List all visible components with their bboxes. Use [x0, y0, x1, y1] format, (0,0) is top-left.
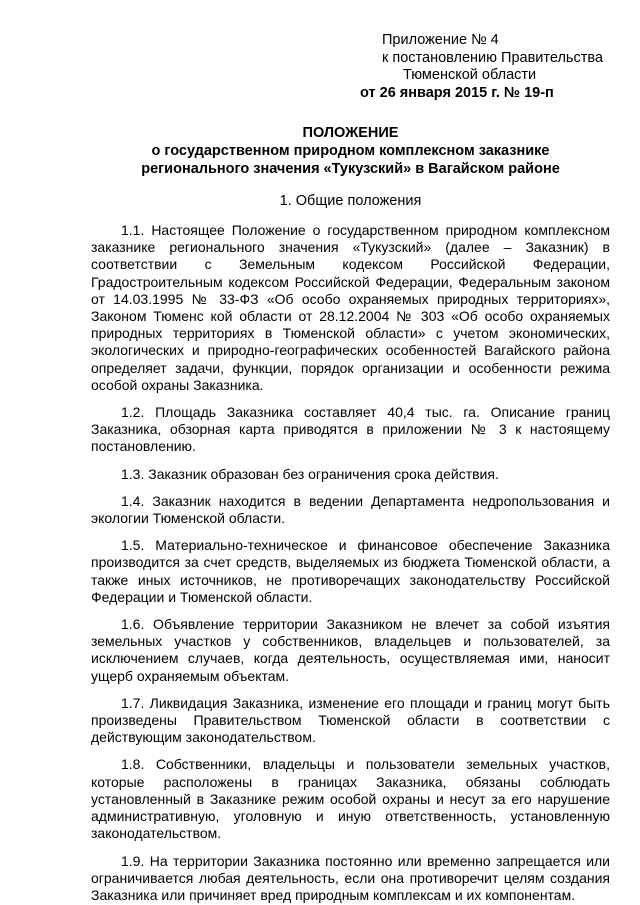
header-date: от 26 января 2015 г. № 19-п — [360, 84, 554, 101]
paragraph-1-3: 1.3. Заказник образован без ограничения срока действия. — [121, 465, 499, 482]
header-appendix: Приложение № 4 — [382, 32, 499, 48]
paragraph-1-1: 1.1. Настоящее Положение о государственном природном комплексном заказнике регионального значения «Тукузский» (далее – Заказник) в соответствии с Земельным кодексом Российской Федерации, Градостроительным кодексом Российской Федерации, Федеральным законом от 14.03.1995 № 33-ФЗ «Об особо охраняемых природных территориях», Законом Тюменс кой области от 28.12.2004 № 303 «Об особо охраняемых природных территориях в Тюменской области» с учетом экономических, экологических и природно-географических особенностей Вагайского района определяет задачи, функции, порядок организации и особенности режима особой охраны Заказника. — [91, 222, 610, 393]
paragraph-1-4: 1.4. Заказник находится в ведении Департамента недропользования и экологии Тюменской области. — [91, 492, 610, 527]
title-line-1: ПОЛОЖЕНИЕ — [302, 125, 399, 141]
paragraph-1-5: 1.5. Материально-техническое и финансовое обеспечение Заказника производится за счет средств, выделяемых из бюджета Тюменской области, а также иных источников, не противоречащих законодательству Российской Федерации и Тюменской области. — [91, 537, 610, 605]
header-region: Тюменской области — [403, 67, 537, 83]
document-title — [91, 124, 610, 178]
paragraph-1-6: 1.6. Объявление территории Заказником не влечет за собой изъятия земельных участков у собственников, владельцев и пользователей, за исключением случаев, когда деятельность, осуществляемая ими, наносит ущерб охраняемым объектам. — [91, 616, 610, 684]
paragraph-1-2: 1.2. Площадь Заказника составляет 40,4 тыс. га. Описание границ Заказника, обзорная карта приводятся в приложении № 3 к настоящему постановлению. — [91, 404, 610, 455]
header-resolution: к постановлению Правительства — [382, 49, 603, 66]
document-header — [360, 32, 610, 102]
paragraph-1-7: 1.7. Ликвидация Заказника, изменение его площади и границ могут быть произведены Правительством Тюменской области в соответствии с действующим законодательством. — [91, 694, 610, 746]
paragraph-1-9: 1.9. На территории Заказника постоянно или временно запрещается или ограничивается любая деятельность, если она противоречит целям создания Заказника или причиняет вред природным комплексам и их компонентам. — [91, 852, 610, 903]
title-line-3: регионального значения «Тукузский» в Вагайском районе — [141, 161, 560, 177]
section-heading: 1. Общие положения — [279, 193, 422, 209]
paragraph-1-8: 1.8. Собственники, владельцы и пользователи земельных участков, которые расположены в границах Заказника, обязаны соблюдать установленный в Заказнике режим особой охраны и несут за его нарушение административную, уголовную и иную ответственность, установленную законодательством. — [91, 756, 610, 842]
title-line-2: о государственном природном комплексном заказнике — [151, 143, 550, 159]
